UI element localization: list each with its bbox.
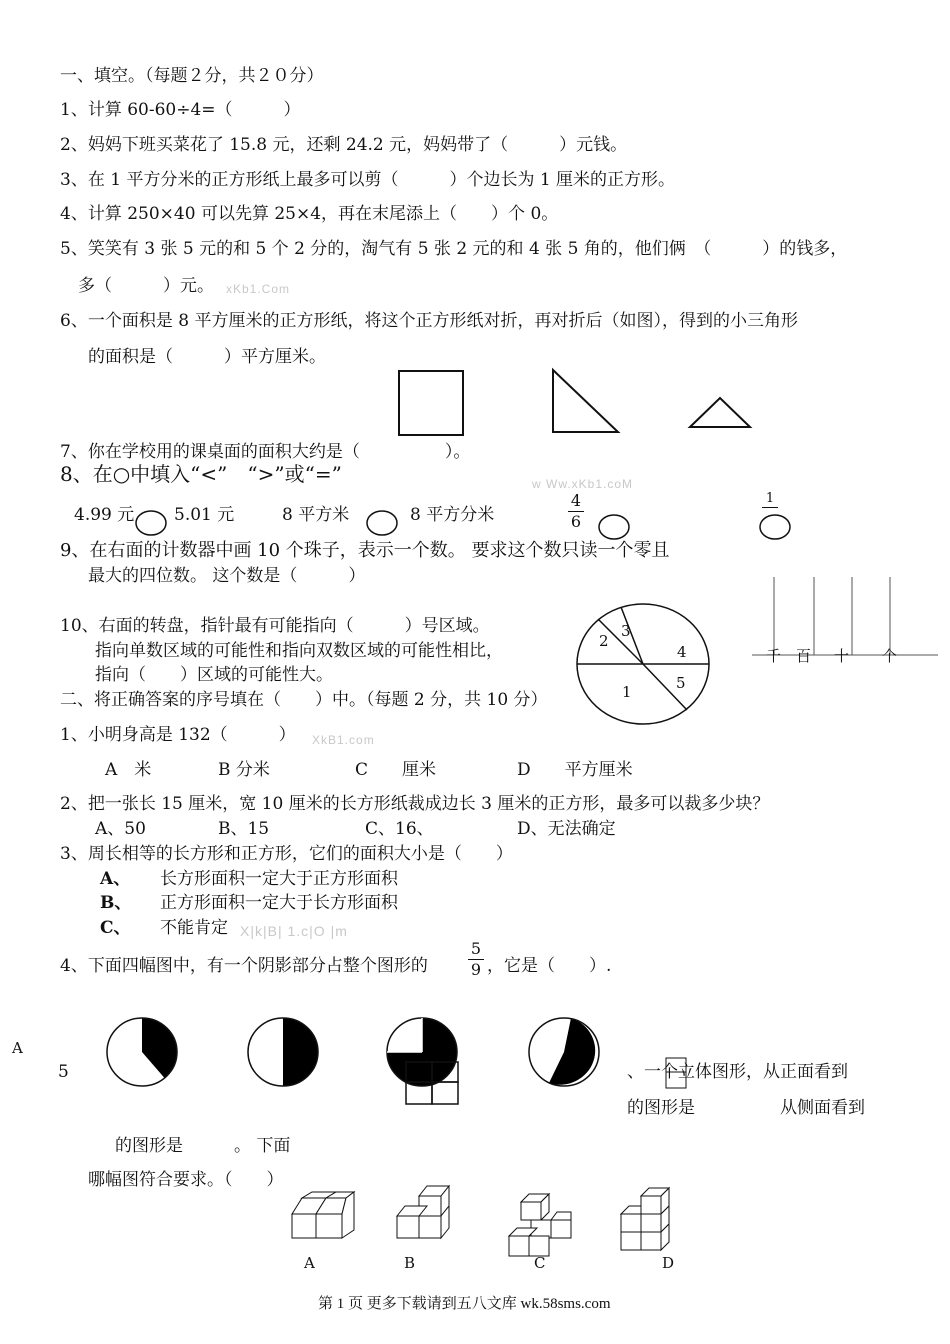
cube-option-d[interactable] [617, 1186, 679, 1252]
question-2-4-text-after: ，它是（ ）. [487, 956, 612, 976]
fraction-denominator: 9 [470, 960, 482, 979]
square-figure [398, 370, 466, 438]
option-2-3-a-text: 长方形面积一定大于正方形面积 [160, 869, 398, 889]
watermark: X|k|B| 1.c|O |m [240, 923, 348, 939]
question-2-5-number: 5 [58, 1062, 69, 1082]
pie-option-b[interactable] [247, 1017, 321, 1089]
question-1-10-line2: 指向单数区域的可能性和指向双数区域的可能性相比， [95, 641, 503, 661]
question-1-2: 2、妈妈下班买菜花了 15.8 元，还剩 24.2 元，妈妈带了（ ）元钱。 [60, 135, 628, 155]
compare-circle-4[interactable] [759, 514, 793, 542]
cube-option-b[interactable] [395, 1182, 455, 1244]
compare-circle-2[interactable] [366, 510, 400, 538]
pie-option-a[interactable] [106, 1017, 180, 1089]
fraction-numerator: 5 [470, 939, 482, 958]
side-letter-a: A [12, 1039, 23, 1057]
cube-label-d: D [662, 1254, 675, 1272]
fraction-denominator: 6 [570, 512, 582, 531]
cube-label-a: A [304, 1254, 315, 1272]
pie-option-d[interactable] [528, 1017, 602, 1089]
cube-label-c: C [534, 1254, 546, 1272]
question-1-5-line2: 多（ ）元。 [78, 276, 214, 296]
watermark: w Ww.xKb1.coM [532, 477, 634, 491]
question-1-9-line2: 最大的四位数。 这个数是（ ） [88, 566, 366, 586]
abacus-label-hundreds: 百 [796, 647, 812, 665]
question-1-9-line1: 9、在右面的计数器中画 10 个珠子，表示一个数。 要求这个数只读一个零且 [60, 540, 670, 561]
question-2-5-line2: 的图形是 从侧面看到 [627, 1098, 865, 1118]
cube-option-a[interactable] [288, 1192, 358, 1244]
question-1-6-line2: 的面积是（ ）平方厘米。 [88, 347, 326, 367]
question-2-5-line3: 的图形是 。 下面 [115, 1136, 291, 1156]
fraction-1 [762, 492, 778, 509]
abacus-label-thousands: 千 [766, 647, 782, 665]
spinner-label-4: 4 [677, 643, 687, 661]
abacus-label-ones: 个 [882, 647, 898, 665]
compare-left-1: 4.99 元 [74, 505, 135, 525]
option-2-1-c: C 厘米 [355, 760, 437, 780]
option-2-3-b-letter: B、 [100, 893, 132, 913]
fraction-4-6 [568, 492, 584, 531]
watermark: xKb1.Com [226, 282, 291, 296]
compare-right-2: 8 平方分米 [410, 505, 495, 525]
abacus-label-tens: 十 [834, 647, 850, 665]
question-1-6-line1: 6、一个面积是 8 平方厘米的正方形纸，将这个正方形纸对折，再对折后（如图），得到的小三角形 [60, 311, 798, 331]
question-1-5-line1: 5、笑笑有 3 张 5 元的和 5 个 2 分的，淘气有 5 张 2 元的和 4 张 5 角的，他们俩 （ ）的钱多， [60, 239, 848, 259]
watermark: XkB1.com [312, 733, 375, 747]
spinner-label-5: 5 [676, 674, 686, 692]
question-1-7: 7、你在学校用的课桌面的面积大约是（ ）。 [60, 442, 471, 462]
option-2-1-a: A 米 [105, 760, 152, 780]
option-2-2-b: B、15 [218, 819, 270, 839]
spinner-wheel [575, 602, 715, 732]
fraction-numerator: 4 [570, 491, 582, 510]
small-triangle-figure [685, 394, 757, 430]
compare-left-2: 8 平方米 [282, 505, 350, 525]
option-2-2-d: D、无法确定 [517, 819, 616, 839]
cube-label-b: B [404, 1254, 416, 1272]
option-2-2-a: A、50 [95, 819, 146, 839]
compare-right-1: 5.01 元 [174, 505, 235, 525]
fraction-numerator: 1 [765, 491, 775, 506]
spinner-label-1: 1 [622, 683, 632, 701]
spinner-label-2: 2 [599, 632, 609, 650]
question-2-5-line1: 、一个立体图形，从正面看到 [627, 1062, 848, 1082]
question-1-3: 3、在 1 平方分米的正方形纸上最多可以剪（ ）个边长为 1 厘米的正方形。 [60, 170, 676, 190]
question-2-1: 1、小明身高是 132（ ） [60, 725, 296, 745]
question-1-8: 8、在○中填入“<” “>”或“=” [60, 462, 342, 486]
question-1-1: 1、计算 60-60÷4=（ ） [60, 100, 301, 120]
question-1-10-line3: 指向（ ）区域的可能性大。 [95, 665, 333, 685]
section1-heading: 一、填空。（每题２分，共２０分） [60, 66, 324, 86]
folded-triangle-figure [550, 368, 622, 438]
page-footer: 第 1 页 更多下载请到五八文库 wk.58sms.com [318, 1296, 611, 1312]
option-2-1-b: B 分米 [218, 760, 270, 780]
question-2-2: 2、把一张长 15 厘米，宽 10 厘米的长方形纸裁成边长 3 厘米的正方形，最多可以裁多少块？ [60, 794, 770, 814]
fraction-5-9 [468, 940, 484, 979]
section2-heading: 二、将正确答案的序号填在（ ）中。（每题 2 分，共 10 分） [60, 690, 548, 710]
question-2-5-line4: 哪幅图符合要求。（ ） [88, 1170, 284, 1190]
option-2-3-b-text: 正方形面积一定大于长方形面积 [160, 893, 398, 913]
option-2-3-c-letter: C、 [100, 918, 131, 938]
pie-option-c[interactable] [386, 1017, 466, 1109]
spinner-label-3: 3 [621, 622, 631, 640]
question-2-3: 3、周长相等的长方形和正方形，它们的面积大小是（ ） [60, 844, 513, 864]
option-2-3-c-text: 不能肯定 [160, 918, 228, 938]
compare-circle-1[interactable] [135, 510, 169, 538]
option-2-3-a-letter: A、 [100, 869, 131, 889]
option-2-2-c: C、16、 [365, 819, 434, 839]
cube-option-c[interactable] [507, 1192, 573, 1262]
compare-circle-3[interactable] [598, 514, 632, 542]
question-1-4: 4、计算 250×40 可以先算 25×4，再在末尾添上（ ）个 0。 [60, 204, 559, 224]
option-2-1-d: D 平方厘米 [517, 760, 633, 780]
question-1-10-line1: 10、右面的转盘，指针最有可能指向（ ）号区域。 [60, 616, 490, 636]
question-2-4-text: 4、下面四幅图中，有一个阴影部分占整个图形的 [60, 956, 428, 976]
